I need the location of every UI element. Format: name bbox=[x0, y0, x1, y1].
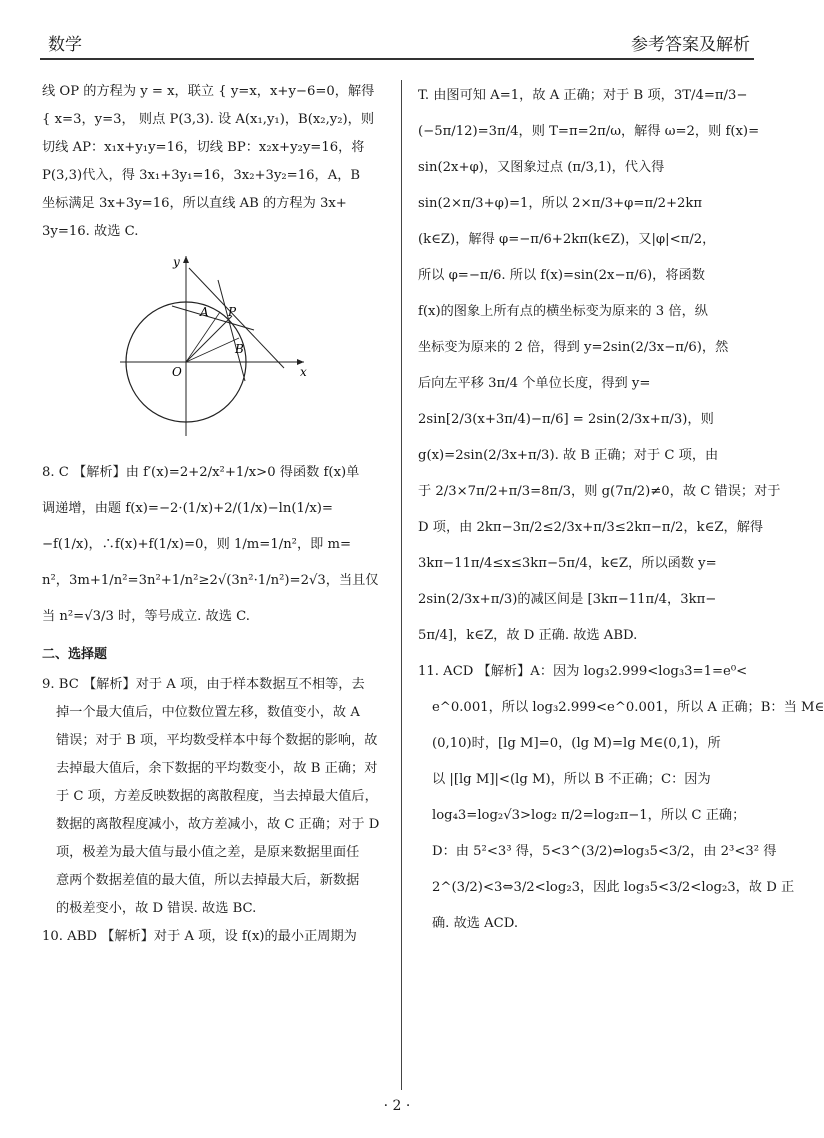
q11-line: 确. 故选 ACD. bbox=[432, 916, 519, 931]
q9-line: 数据的离散程度减小，故方差减小，故 C 正确；对于 D bbox=[56, 817, 380, 832]
q9-line: 意两个数据差值的最大值，所以去掉最大后，新数据 bbox=[56, 873, 360, 888]
q11-line: log₄3=log₂√3>log₂ π/2=log₂π−1，所以 C 正确； bbox=[432, 808, 746, 823]
q10-line: 所以 φ=−π/6. 所以 f(x)=sin(2x−π/6)，将函数 bbox=[418, 268, 705, 283]
line-op bbox=[186, 316, 232, 362]
text-line: 坐标满足 3x+3y=16，所以直线 AB 的方程为 3x+ bbox=[42, 196, 347, 211]
right-column bbox=[418, 78, 824, 942]
origin-label: O bbox=[172, 365, 182, 379]
q8-line: −f(1/x)，∴f(x)+f(1/x)=0，则 1/m=1/n²，即 m= bbox=[42, 537, 352, 552]
q11-line: 2^(3/2)<3⇔3/2<log₂3，因此 log₃5<3/2<log₂3，故 D 正 bbox=[432, 880, 795, 895]
q9-line: 9. BC 【解析】对于 A 项，由于样本数据互不相等，去 bbox=[42, 677, 365, 692]
q11-line: 11. ACD 【解析】A：因为 log₃2.999<log₃3=1=e⁰< bbox=[418, 664, 748, 679]
x-axis-label: x bbox=[300, 365, 307, 379]
point-b-label: B bbox=[235, 342, 244, 356]
q10-line: 3kπ−11π/4≤x≤3kπ−5π/4，k∈Z，所以函数 y= bbox=[418, 556, 717, 571]
q10-line: T. 由图可知 A=1，故 A 正确；对于 B 项，3T/4=π/3− bbox=[418, 88, 748, 103]
q8-line: 当 n²=√3/3 时，等号成立. 故选 C. bbox=[42, 609, 250, 624]
q10-line: D 项，由 2kπ−3π/2≤2/3x+π/3≤2kπ−π/2，k∈Z，解得 bbox=[418, 520, 764, 535]
q10-line: 于 2/3×7π/2+π/3=8π/3，则 g(7π/2)≠0，故 C 错误；对于 bbox=[418, 484, 781, 499]
q11-line: e^0.001，所以 log₃2.999<e^0.001，所以 A 正确；B：当 M∈ bbox=[432, 700, 824, 715]
q10-line: 10. ABD 【解析】对于 A 项，设 f(x)的最小正周期为 bbox=[42, 929, 357, 944]
q9-line: 错误；对于 B 项，平均数受样本中每个数据的影响，故 bbox=[56, 733, 378, 748]
q10-line: sin(2x+φ)，又图象过点 (π/3,1)，代入得 bbox=[418, 160, 665, 175]
left-column bbox=[42, 78, 386, 951]
q10-line: 后向左平移 3π/4 个单位长度，得到 y= bbox=[418, 376, 651, 391]
q9-line: 去掉最大值后，余下数据的平均数变小，故 B 正确；对 bbox=[56, 761, 378, 776]
q10-line: g(x)=2sin(2/3x+π/3). 故 B 正确；对于 C 项，由 bbox=[418, 448, 719, 463]
column-divider bbox=[401, 80, 402, 1090]
tangent-line-pa bbox=[172, 306, 254, 330]
tangent-line-pb bbox=[218, 280, 245, 381]
header-title: 参考答案及解析 bbox=[631, 35, 750, 55]
point-a-label: A bbox=[200, 305, 209, 319]
page-header bbox=[40, 22, 754, 60]
q8-line: 调递增，由题 f(x)=−2·(1/x)+2/(1/x)−ln(1/x)= bbox=[42, 501, 333, 516]
q9-line: 于 C 项，方差反映数据的离散程度，当去掉最大值后， bbox=[56, 789, 378, 804]
q11-line: 以 |[lg M]|<(lg M)，所以 B 不正确；C：因为 bbox=[432, 772, 711, 787]
q11-line: (0,10)时，[lg M]=0，(lg M)=lg M∈(0,1)，所 bbox=[432, 736, 721, 751]
q8-line: n²，3m+1/n²=3n²+1/n²≥2√(3n²·1/n²)=2√3，当且仅 bbox=[42, 573, 379, 588]
q8-line: 8. C 【解析】由 f′(x)=2+2/x²+1/x>0 得函数 f(x)单 bbox=[42, 465, 360, 480]
text-line: 线 OP 的方程为 y = x，联立 { y=x，x+y−6=0，解得 bbox=[42, 84, 375, 99]
q10-line: (k∈Z)，解得 φ=−π/6+2kπ(k∈Z)，又|φ|<π/2， bbox=[418, 232, 716, 247]
point-p-label: P bbox=[228, 305, 237, 319]
section-title: 二、选择题 bbox=[42, 647, 108, 662]
page-number: · 2 · bbox=[383, 1098, 411, 1114]
q10-line: 坐标变为原来的 2 倍，得到 y=2sin(2/3x−π/6)，然 bbox=[418, 340, 729, 355]
text-line: 3y=16. 故选 C. bbox=[42, 224, 139, 239]
y-axis-arrow bbox=[183, 256, 189, 263]
text-line: P(3,3)代入，得 3x₁+3y₁=16，3x₂+3y₂=16，A，B bbox=[42, 168, 361, 183]
q9-line: 掉一个最大值后，中位数位置左移，数值变小，故 A bbox=[56, 705, 360, 720]
q10-line: (−5π/12)=3π/4，则 T=π=2π/ω，解得 ω=2，则 f(x)= bbox=[418, 124, 760, 139]
q9-line: 的极差变小，故 D 错误. 故选 BC. bbox=[56, 901, 257, 916]
q10-line: 2sin[2/3(x+3π/4)−π/6] = 2sin(2/3x+π/3)，则 bbox=[418, 412, 714, 427]
subject-label: 数学 bbox=[48, 35, 82, 55]
text-line: 切线 AP：x₁x+y₁y=16，切线 BP：x₂x+y₂y=16，将 bbox=[42, 140, 365, 155]
text-line: { x=3，y=3， 则点 P(3,3). 设 A(x₁,y₁)，B(x₂,y₂)，则 bbox=[42, 112, 375, 127]
q9-line: 项，极差为最大值与最小值之差，是原来数据里面任 bbox=[56, 845, 360, 860]
q10-line: 5π/4]，k∈Z，故 D 正确. 故选 ABD. bbox=[418, 628, 638, 643]
q11-line: D：由 5²<3³ 得，5<3^(3/2)⇔log₃5<3/2，由 2³<3² 得 bbox=[432, 844, 777, 859]
q10-line: sin(2×π/3+φ)=1，所以 2×π/3+φ=π/2+2kπ bbox=[418, 196, 703, 211]
tangent-circle-figure bbox=[42, 250, 386, 436]
q10-line: f(x)的图象上所有点的横坐标变为原来的 3 倍，纵 bbox=[418, 304, 708, 319]
y-axis-label: y bbox=[173, 255, 180, 269]
q10-line: 2sin(2/3x+π/3)的减区间是 [3kπ−11π/4，3kπ− bbox=[418, 592, 717, 607]
